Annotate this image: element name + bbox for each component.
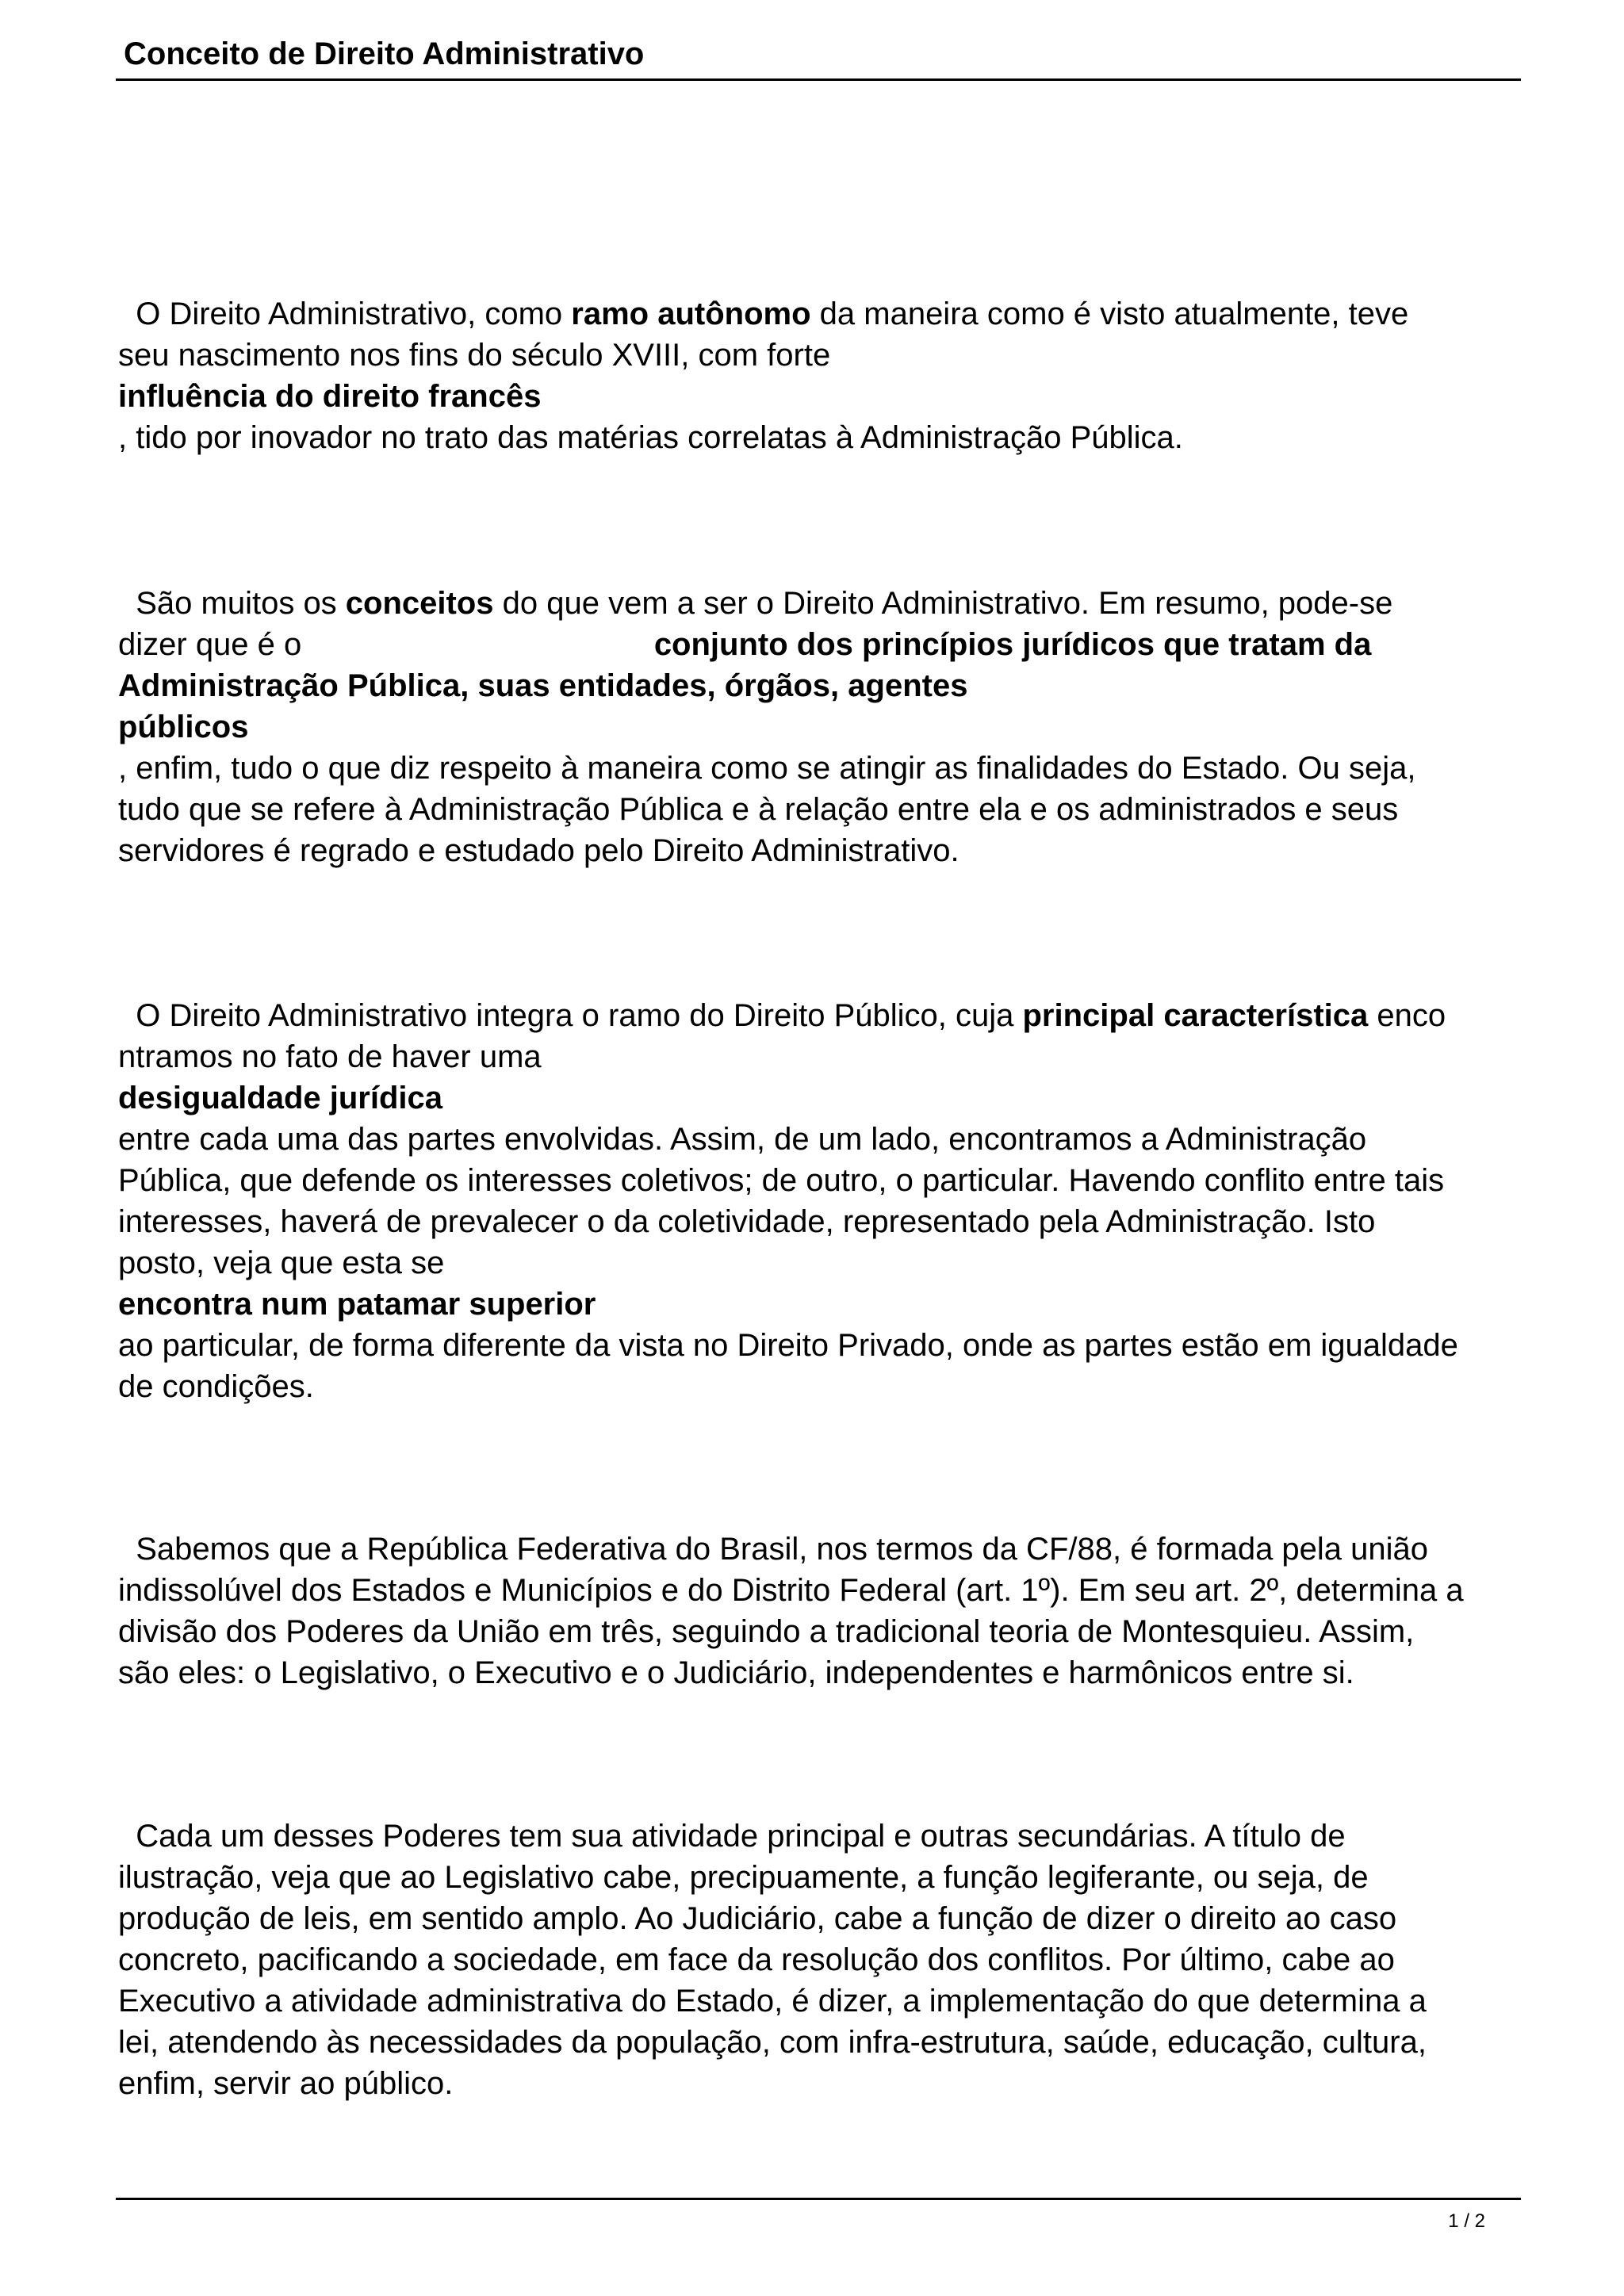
paragraph-5-line [118,1816,1346,1857]
text-run: servidores é regrado e estudado pelo Direito Administrativo. [118,833,959,868]
text-run: Executivo a atividade administrativa do Estado, é dizer, a implementação do que determina a [118,1984,1427,2019]
paragraph-3-line [118,1036,542,1077]
paragraph-5-line [118,1857,1369,1898]
bold-text: conjunto dos princípios jurídicos que tratam da [653,627,1372,662]
paragraph-4-line [118,1652,1354,1693]
header-rule [116,78,1521,81]
text-run: produção de leis, em sentido amplo. Ao Judiciário, cabe a função de dizer o direito ao caso [118,1901,1397,1936]
paragraph-5-line [118,2063,453,2104]
bold-text: influência do direito francês [118,379,542,414]
text-run: ao particular, de forma diferente da vista no Direito Privado, onde as partes estão em igualdade [118,1328,1458,1363]
bold-text: conceitos [345,586,494,621]
text-run: divisão dos Poderes da União em três, seguindo a tradicional teoria de Montesquieu. Assim, [118,1614,1415,1649]
text-run: interesses, haverá de prevalecer o da coletividade, representado pela Administração. Isto [118,1204,1376,1239]
page-header-title: Conceito de Direito Administrativo [124,36,645,71]
paragraph-2-line [118,624,1371,665]
text-run: Sabemos que a República Federativa do Brasil, nos termos da CF/88, é formada pela união [118,1532,1429,1567]
page-number: 1 / 2 [1448,2210,1485,2232]
text-run: , tido por inovador no trato das matérias correlatas à Administração Pública. [118,420,1183,455]
text-run: indissolúvel dos Estados e Municípios e do Distrito Federal (art. 1º). Em seu art. 2º, determina a [118,1573,1464,1608]
paragraph-4-line [118,1611,1414,1652]
text-run: , enfim, tudo o que diz respeito à maneira como se atingir as finalidades do Estado. Ou seja, [118,751,1416,786]
text-run: são eles: o Legislativo, o Executivo e o Judiciário, independentes e harmônicos entre si. [118,1655,1354,1690]
paragraph-3-line [118,1366,314,1407]
bold-text: públicos [118,710,249,744]
bold-text: desigualdade jurídica [118,1081,443,1115]
paragraph-5-line [118,1898,1396,1939]
bold-text: encontra num patamar superior [118,1287,596,1322]
paragraph-3-line [118,1242,444,1284]
text-run: Cada um desses Poderes tem sua atividade principal e outras secundárias. A título de [118,1819,1346,1854]
paragraph-1-line [118,417,1183,458]
paragraph-3-line [118,1119,1366,1160]
paragraph-3-line [118,995,1446,1036]
paragraph-1-line [118,293,1408,335]
paragraph-2-line [118,665,967,706]
paragraph-5-line [118,1939,1395,1980]
paragraph-3-line [118,1284,596,1325]
paragraph-3-line [118,1201,1375,1242]
paragraph-2-line [118,583,1392,624]
bold-text: ramo autônomo [571,297,811,331]
text-run: Pública, que defende os interesses coletivos; de outro, o particular. Havendo conflito entre tais [118,1163,1445,1198]
bold-text: principal característica [1022,998,1369,1033]
paragraph-4-line [118,1529,1428,1570]
text-run: entre cada uma das partes envolvidas. Assim, de um lado, encontramos a Administração [118,1122,1367,1157]
text-run: dizer que é o [118,627,654,662]
paragraph-2-line [118,830,959,871]
paragraph-3-line [118,1077,442,1119]
paragraph-2-line [118,789,1398,830]
text-run: de condições. [118,1369,314,1404]
text-run: enfim, servir ao público. [118,2066,454,2101]
paragraph-4-line [118,1570,1464,1611]
footer-rule [116,2198,1521,2200]
text-run: concreto, pacificando a sociedade, em face da resolução dos conflitos. Por último, cabe ao [118,1942,1395,1977]
text-run: enco [1368,998,1446,1033]
paragraph-1-line [118,376,541,417]
text-run: lei, atendendo às necessidades da população, com infra-estrutura, saúde, educação, cultura, [118,2025,1427,2060]
paragraph-3-line [118,1160,1444,1201]
paragraph-1-line [118,335,830,376]
text-run: O Direito Administrativo integra o ramo do Direito Público, cuja [118,998,1023,1033]
text-run: seu nascimento nos fins do século XVIII, com forte [118,338,831,373]
text-run: ilustração, veja que ao Legislativo cabe, precipuamente, a função legiferante, ou seja, de [118,1860,1369,1895]
paragraph-2-line [118,706,248,748]
text-run: O Direito Administrativo, como [118,297,572,331]
text-run: ntramos no fato de haver uma [118,1039,542,1074]
text-run: posto, veja que esta se [118,1246,445,1280]
paragraph-3-line [118,1325,1458,1366]
text-run: da maneira como é visto atualmente, teve [810,297,1409,331]
bold-text: Administração Pública, suas entidades, órgãos, agentes [118,668,968,703]
paragraph-5-line [118,2022,1427,2063]
text-run: tudo que se refere à Administração Pública e à relação entre ela e os administrados e seus [118,792,1399,827]
paragraph-2-line [118,748,1415,789]
paragraph-5-line [118,1980,1427,2022]
text-run: do que vem a ser o Direito Administrativo. Em resumo, pode-se [493,586,1393,621]
text-run: São muitos os [118,586,346,621]
